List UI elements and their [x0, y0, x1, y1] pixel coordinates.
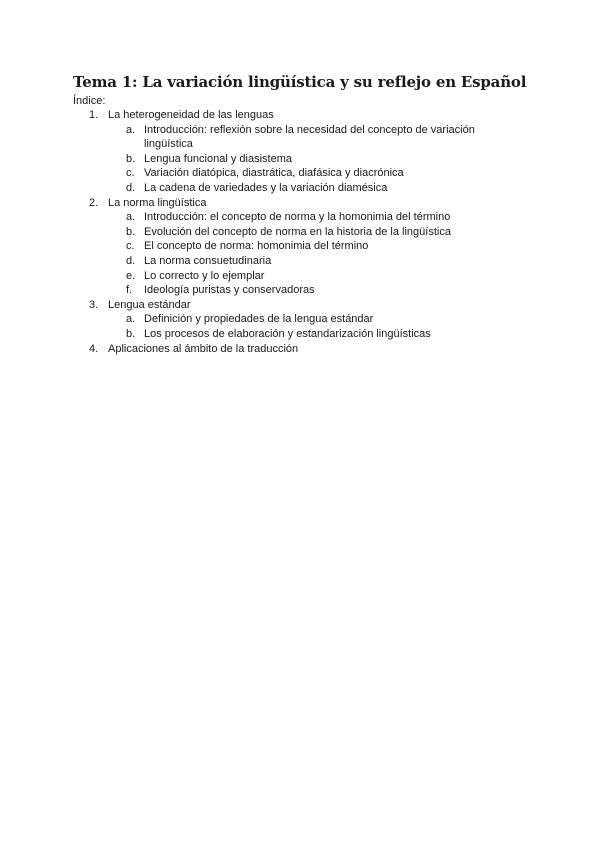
subsection-text: Introducción: el concepto de norma y la homonimia del término: [144, 211, 451, 224]
toc-subsection: [108, 166, 513, 181]
toc-subsection: [108, 239, 513, 254]
subsection-letter: f.: [126, 284, 133, 297]
subsection-text: Lengua funcional y diasistema: [144, 152, 292, 165]
subsection-list: [108, 312, 513, 341]
subsection-letter: c.: [126, 167, 135, 180]
toc-subsection: [108, 210, 513, 225]
subsection-letter: d.: [126, 181, 136, 194]
subsection-letter: d.: [126, 254, 136, 267]
subsection-text: El concepto de norma: homonimia del término: [144, 240, 369, 253]
subsection-text: La cadena de variedades y la variación diamésica: [144, 181, 388, 194]
page-title: Tema 1: La variación lingüística y su reflejo en Español: [73, 73, 527, 91]
index-label: Índice:: [73, 95, 106, 107]
toc-section: [73, 196, 513, 298]
subsection-text: Evolución del concepto de norma en la historia de la lingüística: [144, 225, 451, 238]
subsection-text: Lo correcto y lo ejemplar: [144, 269, 265, 282]
toc-subsection: [108, 327, 513, 342]
toc-subsection: [108, 312, 513, 327]
subsection-list: [108, 210, 513, 298]
subsection-letter: b.: [126, 225, 136, 238]
table-of-contents: [73, 108, 513, 356]
subsection-letter: c.: [126, 240, 135, 253]
subsection-text: Ideología puristas y conservadoras: [144, 284, 315, 297]
toc-section: [73, 108, 513, 196]
toc-section: [73, 342, 513, 357]
section-label: Lengua estándar: [108, 298, 191, 311]
subsection-text: Introducción: reflexión sobre la necesidad del concepto de variación lingüística: [144, 123, 475, 151]
subsection-letter: a.: [126, 123, 136, 136]
subsection-text: La norma consuetudinaria: [144, 254, 272, 267]
toc-subsection: [108, 123, 513, 152]
toc-subsection: [108, 152, 513, 167]
section-label: La norma lingüística: [108, 196, 207, 209]
subsection-list: [108, 123, 513, 196]
section-number: 4.: [89, 342, 99, 355]
section-number: 2.: [89, 196, 99, 209]
subsection-letter: a.: [126, 313, 136, 326]
section-number: 1.: [89, 109, 99, 121]
subsection-letter: e.: [126, 269, 136, 282]
subsection-text: Variación diatópica, diastrática, diafásica y diacrónica: [144, 167, 404, 180]
toc-subsection: [108, 225, 513, 240]
section-label: La heterogeneidad de las lenguas: [108, 109, 274, 121]
subsection-letter: a.: [126, 211, 136, 224]
subsection-letter: b.: [126, 327, 136, 340]
subsection-letter: b.: [126, 152, 136, 165]
toc-subsection: [108, 283, 513, 298]
toc-subsection: [108, 254, 513, 269]
subsection-text: Los procesos de elaboración y estandarización lingüísticas: [144, 327, 431, 340]
toc-subsection: [108, 181, 513, 196]
toc-section: [73, 298, 513, 342]
toc-subsection: [108, 269, 513, 284]
section-label: Aplicaciones al ámbito de la traducción: [108, 342, 299, 355]
section-number: 3.: [89, 298, 99, 311]
subsection-text: Definición y propiedades de la lengua estándar: [144, 313, 374, 326]
